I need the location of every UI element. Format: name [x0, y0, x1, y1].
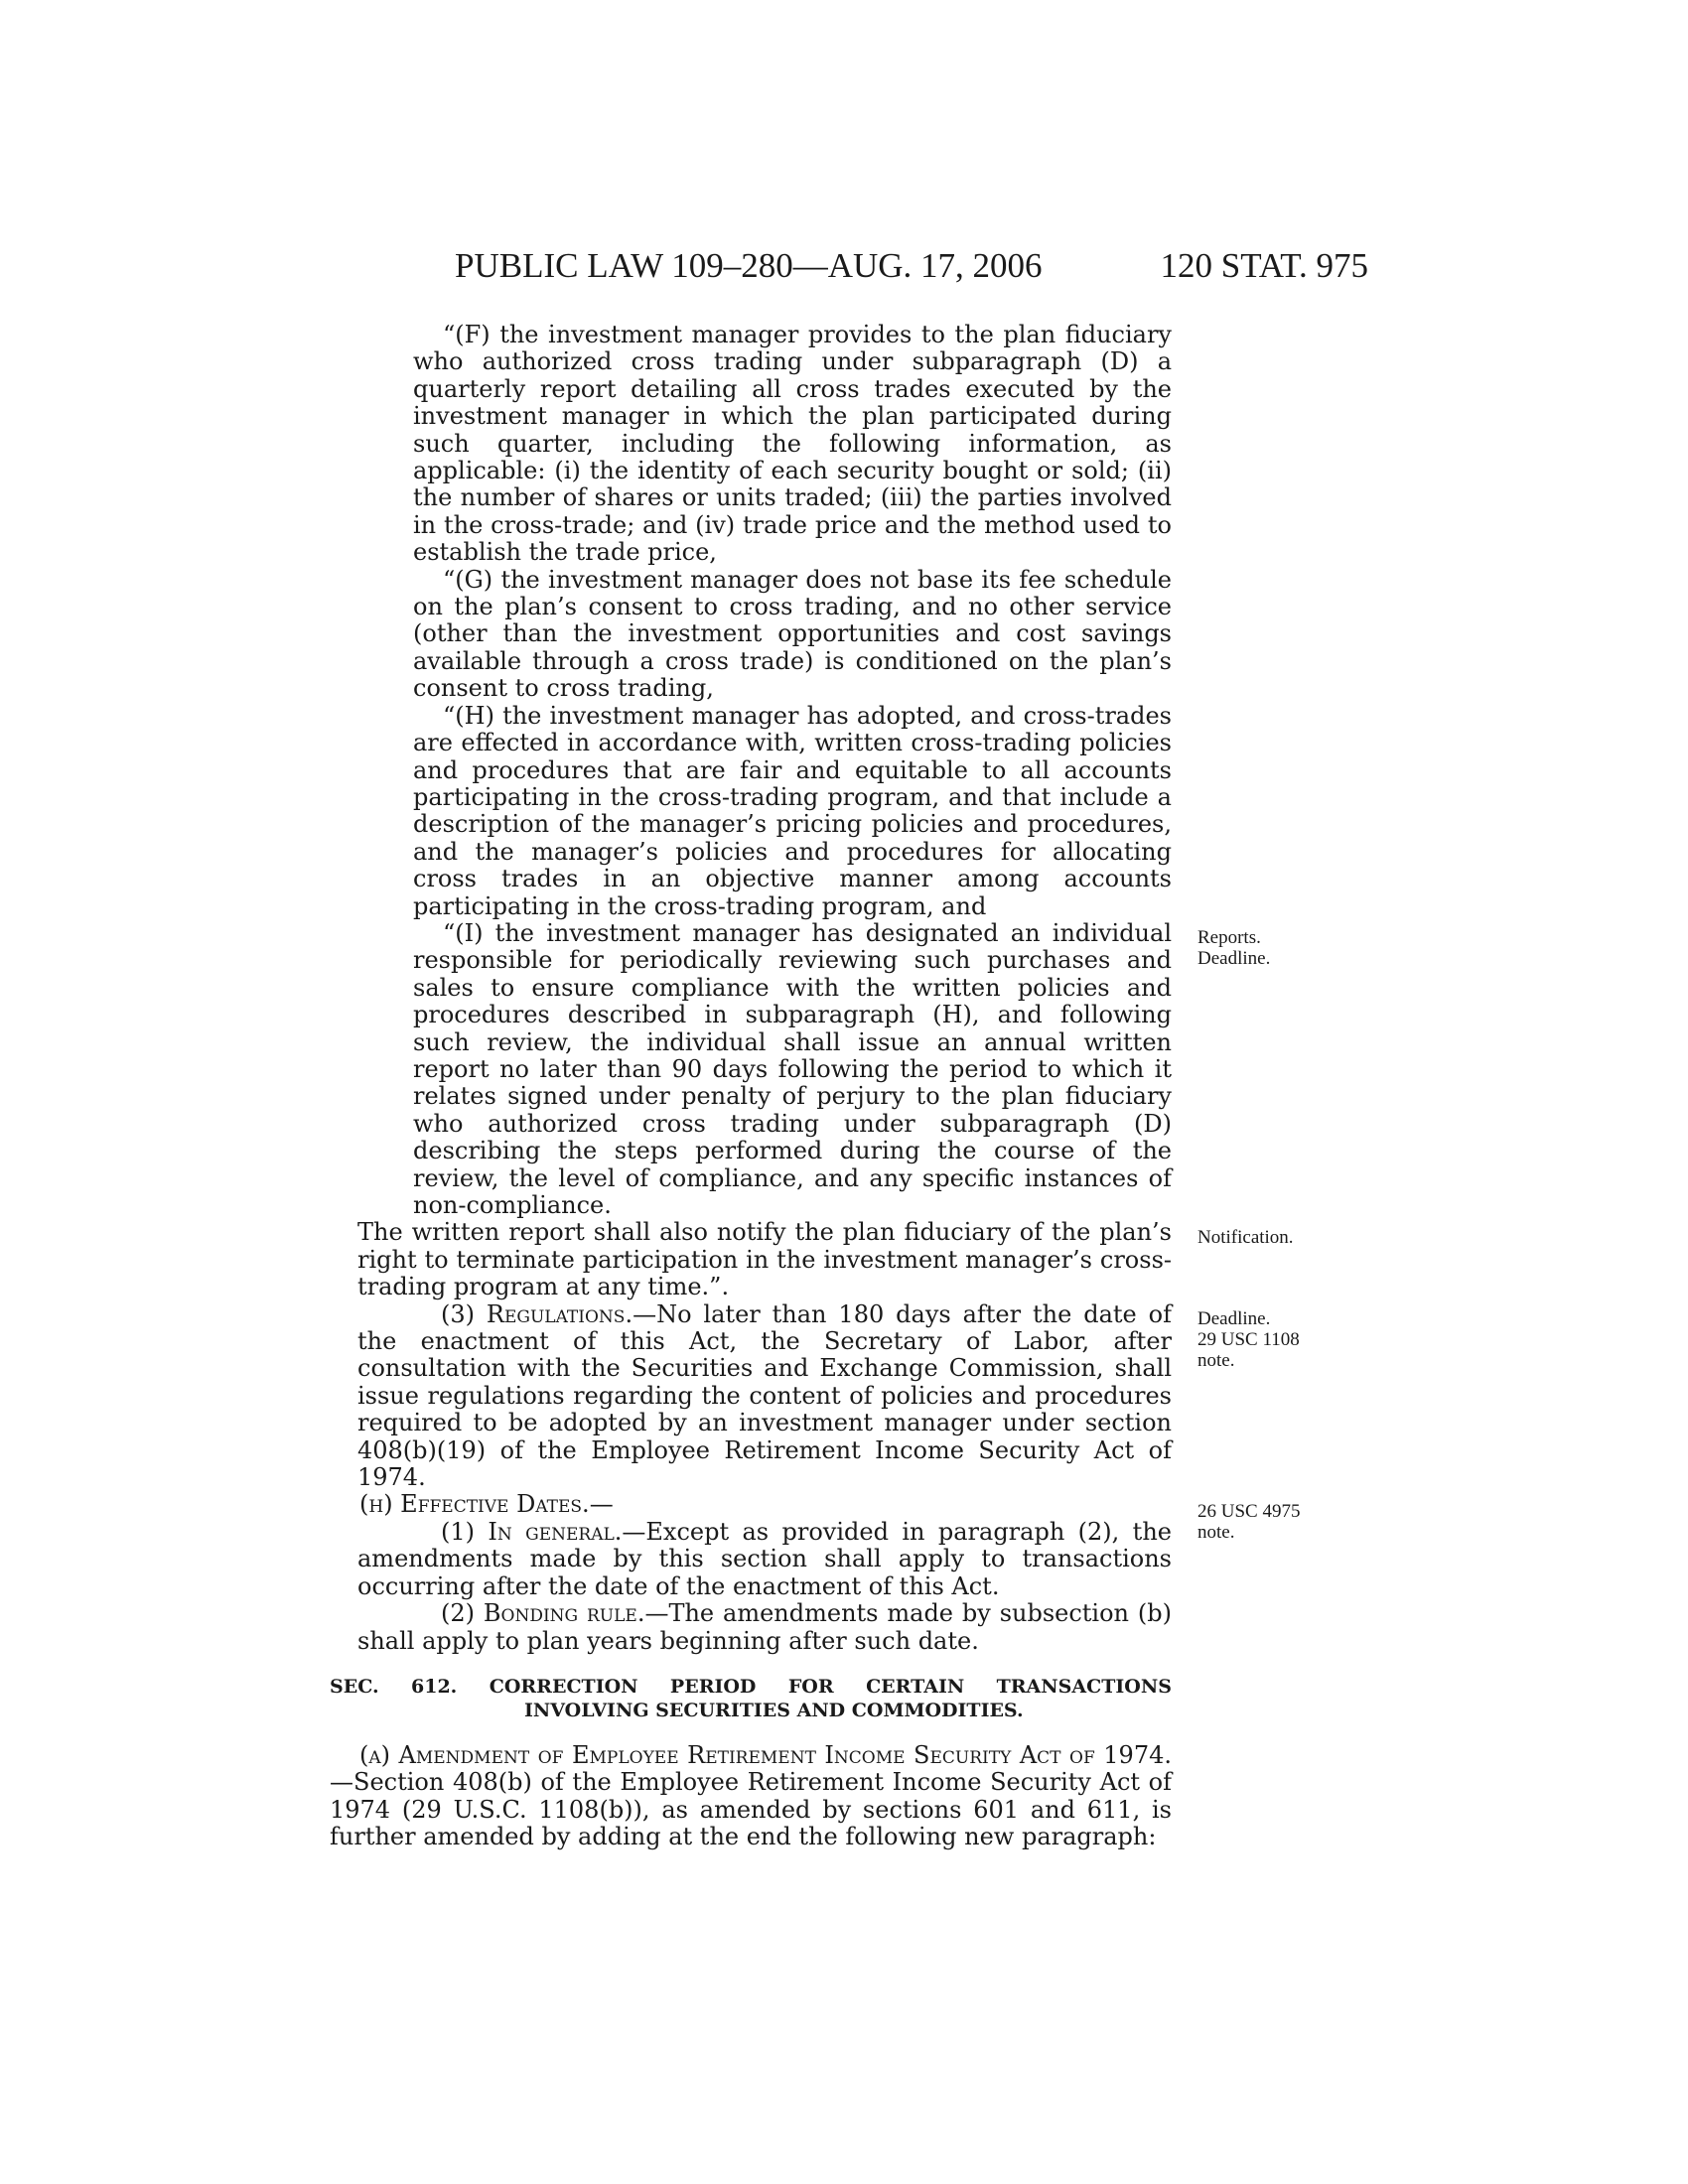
sec-title-line-2: INVOLVING SECURITIES AND COMMODITIES. [524, 1699, 1024, 1721]
margin-note-usc-1108: 29 USC 1108 [1197, 1329, 1300, 1350]
paragraph-2-text: —The amendments made by subsection (b) shall apply to plan years beginning after such date. [357, 1599, 1172, 1655]
sec-number: 612. [411, 1675, 458, 1698]
margin-note-reports-deadline [1197, 927, 1356, 969]
margin-note-reports: Reports. [1197, 927, 1261, 948]
paragraph-3-heading: (3) Regulations. [441, 1299, 633, 1328]
paragraph-i: “(I) the investment manager has designated an individual responsible for periodically reviewing such purchases and sales to ensure compliance with the written policies and procedures described in subparagraph (H), and following such review, the individual shall issue an annual written report no later than 90 days following the period to which it relates signed under penalty of perjury to the plan fiduciary who authorized cross trading under subparagraph (D) describing the steps performed during the course of the review, the level of compliance, and any specific instances of non-compliance. [413, 918, 1172, 1219]
paragraph-3-text: —No later than 180 days after the date of the enactment of this Act, the Secretary of Labor, after consultation with the Securities and Exchange Commission, shall issue regulations regarding the content of policies and procedures required to be adopted by an investment manager under section 408(b)(19) of the Employee Retirement Income Security Act of 1974. [357, 1299, 1172, 1492]
paragraph-f: “(F) the investment manager provides to the plan fiduciary who authorized cross trading under subparagraph (D) a quarterly report detailing all cross trades executed by the investment manager in which the plan participated during such quarter, including the following information, as applicable: (i) the identity of each security bought or sold; (ii) the number of shares or units traded; (iii) the parties involved in the cross-trade; and (iv) trade price and the method used to establish the trade price, [413, 321, 1172, 567]
sec-title-word: FOR [787, 1675, 834, 1698]
sec-title-word: TRANSACTIONS [996, 1675, 1172, 1698]
margin-note-notification [1197, 1227, 1356, 1248]
margin-note-notification-text: Notification. [1197, 1227, 1294, 1248]
subsection-h-effective-dates [330, 1491, 1172, 1518]
subsection-a-heading: (a) Amendment of Employee Retirement Income Security Act of 1974. [359, 1740, 1172, 1769]
margin-note-deadline-usc-1108 [1197, 1308, 1356, 1371]
header-law-citation: PUBLIC LAW 109–280—AUG. 17, 2006 [455, 246, 1043, 285]
margin-note-deadline: Deadline. [1197, 948, 1271, 969]
margin-note-usc-4975 [1197, 1501, 1356, 1543]
sec-title-word: CERTAIN [866, 1675, 965, 1698]
paragraph-1-in-general [330, 1519, 1172, 1600]
sec-title-word: CORRECTION [489, 1675, 638, 1698]
subsection-h-heading: (h) Effective Dates. [359, 1490, 590, 1519]
paragraph-3-regulations [330, 1301, 1172, 1492]
paragraph-h: “(H) the investment manager has adopted, and cross-trades are effected in accordance with, written cross-trading policies and procedures that are fair and equitable to all accounts participating in the cross-trading program, and that include a description of the manager’s pricing policies and procedures, and the manager’s policies and procedures for allocating cross trades in an objective manner among accounts participating in the cross-trading program, and [413, 701, 1172, 920]
paragraph-flush-notification: The written report shall also notify the plan fiduciary of the plan’s right to terminate participation in the investment manager’s cross-trading program at any time.”. [357, 1218, 1172, 1301]
running-header [455, 246, 1368, 286]
subsection-h-dash: — [589, 1490, 614, 1519]
margin-note-note-1: note. [1197, 1350, 1235, 1371]
sec-word: SEC. [330, 1675, 379, 1698]
paragraph-g: “(G) the investment manager does not base its fee schedule on the plan’s consent to cross trading, and no other service (other than the investment opportunities and cost savings available through a cross trade) is conditioned on the plan’s consent to cross trading, [413, 565, 1172, 703]
paragraph-1-text: —Except as provided in paragraph (2), the amendments made by this section shall apply to transactions occurring after the date of the enactment of this Act. [357, 1517, 1172, 1600]
margin-note-usc-4975-text: 26 USC 4975 [1197, 1501, 1301, 1522]
paragraph-1-heading: (1) In general. [441, 1517, 623, 1546]
section-612-heading [330, 1675, 1172, 1722]
sec-title-word: PERIOD [669, 1675, 757, 1698]
margin-note-deadline-2: Deadline. [1197, 1308, 1271, 1329]
paragraph-2-bonding-rule [330, 1600, 1172, 1655]
margin-note-note-2: note. [1197, 1522, 1235, 1543]
header-statute-page: 120 STAT. 975 [1160, 246, 1368, 285]
subsection-a-text: —Section 408(b) of the Employee Retirement Income Security Act of 1974 (29 U.S.C. 1108(b)), as amended by sections 601 and 611, is further amended by adding at the end the following new paragraph: [330, 1768, 1172, 1851]
body-text-column [330, 322, 1172, 1851]
paragraph-2-heading: (2) Bonding rule. [441, 1599, 645, 1628]
subsection-a-amendment [330, 1742, 1172, 1851]
